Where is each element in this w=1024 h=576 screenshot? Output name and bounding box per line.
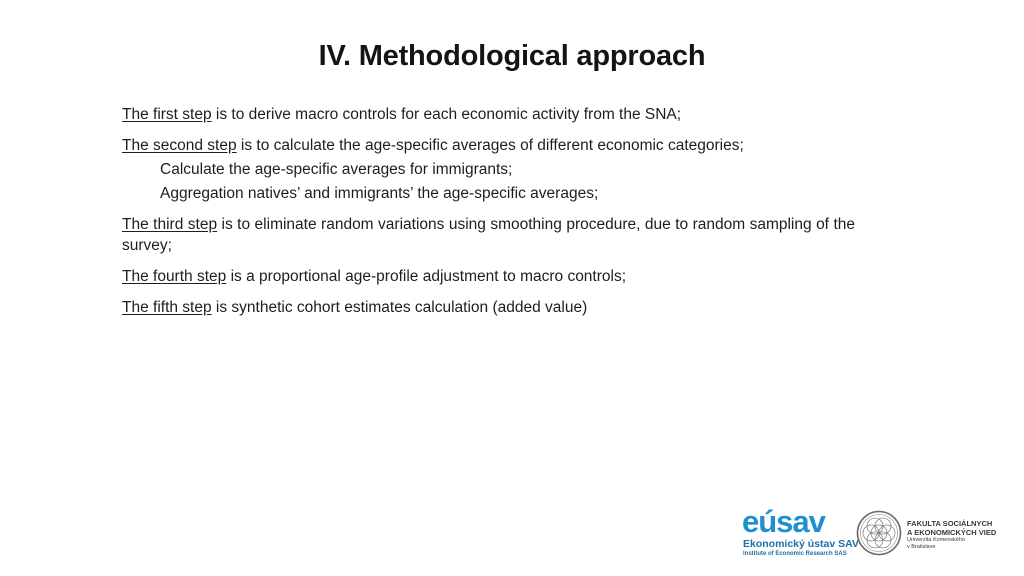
step-2 xyxy=(122,135,855,156)
step-2-subitem-2: Aggregation natives’ and immigrants’ the age-specific averages; xyxy=(160,185,599,202)
step-3 xyxy=(122,214,855,256)
eusav-wordmark: eúsav xyxy=(742,504,825,539)
step-3-text: is to eliminate random variations using smoothing procedure, due to random sampling of the survey; xyxy=(122,216,855,254)
step-3-label: The third step xyxy=(122,216,218,233)
eusav-subtitle: Ekonomický ústav SAV xyxy=(743,538,859,550)
eusav-logo xyxy=(742,504,859,558)
step-1 xyxy=(122,104,855,125)
step-2-text: is to calculate the age-specific averages of different economic categories; xyxy=(236,137,744,154)
steps-list xyxy=(122,104,855,328)
slide-title: IV. Methodological approach xyxy=(318,40,706,72)
fsev-line-1: FAKULTA SOCIÁLNYCH xyxy=(907,519,993,528)
step-5 xyxy=(122,297,855,318)
step-4 xyxy=(122,266,855,287)
step-2-subitem-1: Calculate the age-specific averages for immigrants; xyxy=(160,161,513,178)
step-5-label: The fifth step xyxy=(122,299,212,316)
fsev-line-3: Univerzita Komenského xyxy=(907,537,966,543)
step-1-label: The first step xyxy=(122,106,212,123)
fsev-line-4: v Bratislave xyxy=(907,544,936,550)
step-4-label: The fourth step xyxy=(122,268,227,285)
step-5-text: is synthetic cohort estimates calculation (added value) xyxy=(211,299,588,316)
fsev-line-2: A EKONOMICKÝCH VIED xyxy=(907,528,997,537)
step-4-text: is a proportional age-profile adjustment to macro controls; xyxy=(226,268,627,285)
step-2-label: The second step xyxy=(122,137,237,154)
fsev-logo-text xyxy=(907,519,1017,551)
flower-of-life-emblem-icon xyxy=(856,510,902,556)
step-1-text: is to derive macro controls for each economic activity from the SNA; xyxy=(211,106,682,123)
eusav-subtitle-en: Institute of Economic Research SAS xyxy=(743,551,847,557)
